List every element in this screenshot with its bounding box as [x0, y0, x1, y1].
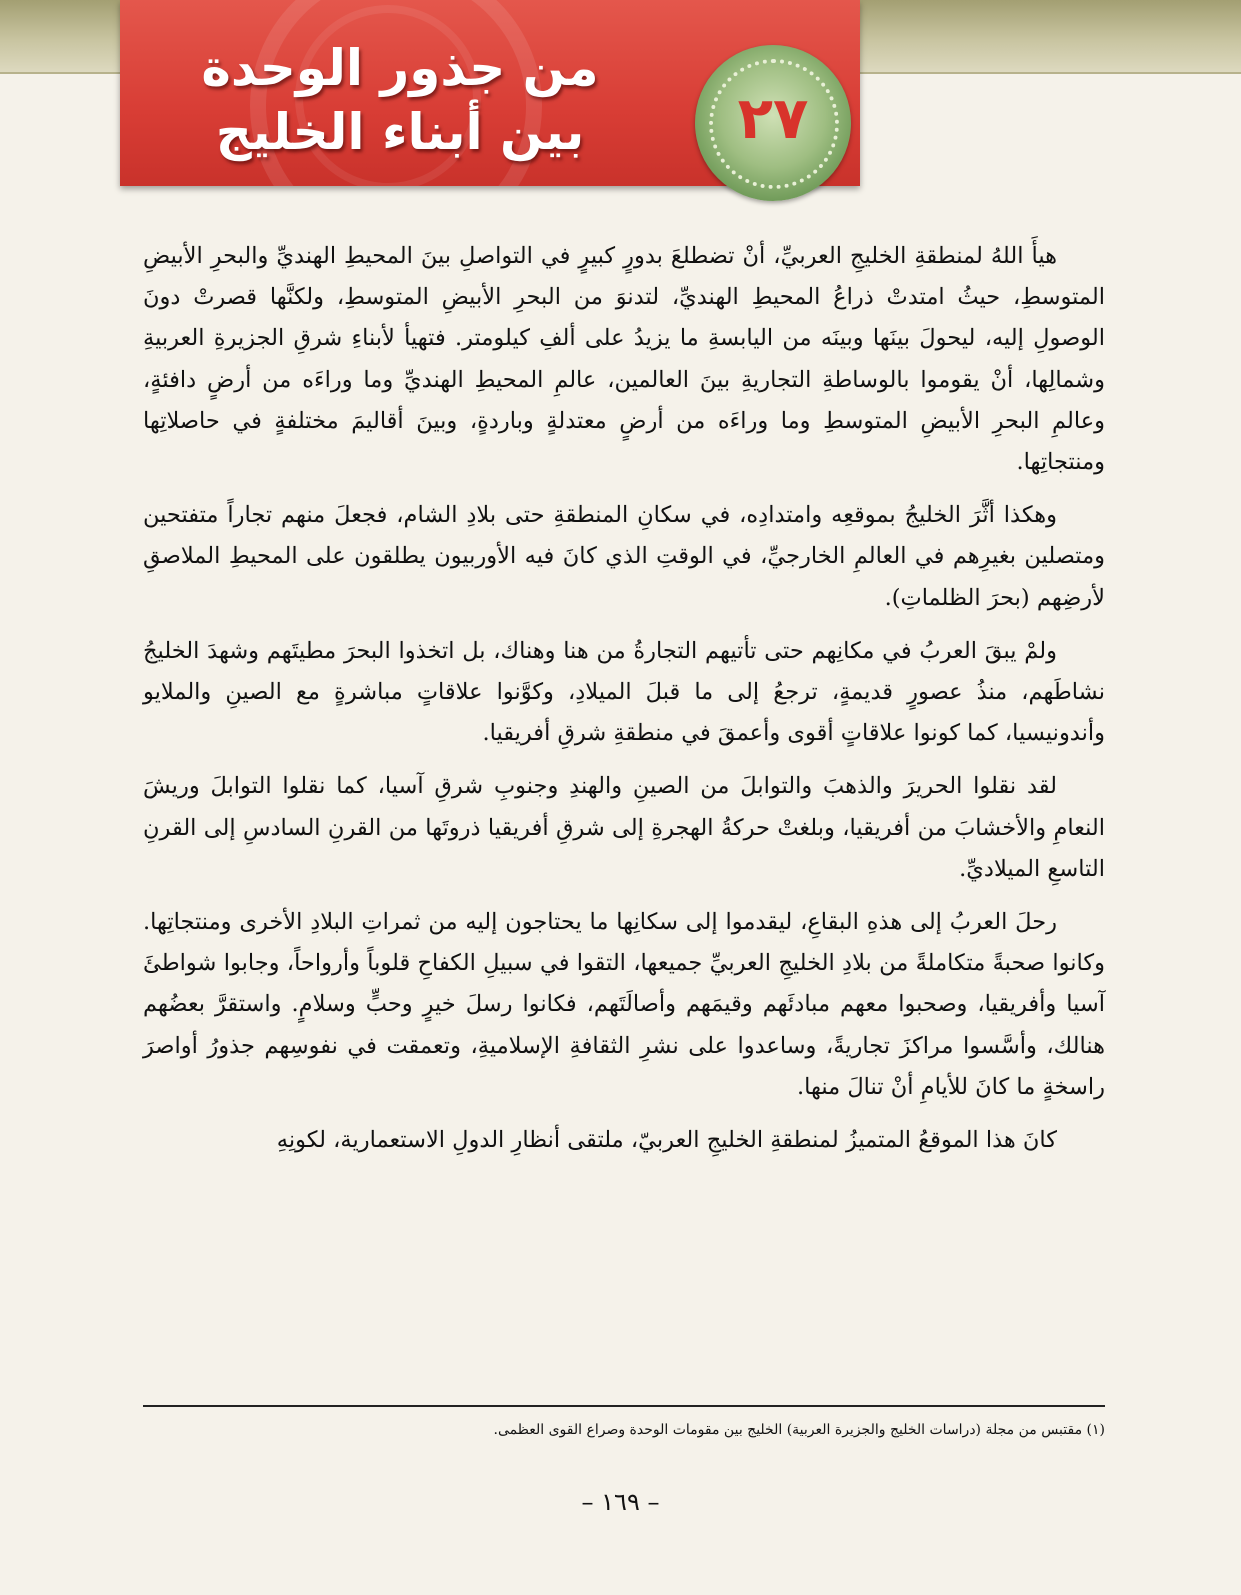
chapter-title — [200, 36, 600, 164]
chapter-number-badge — [695, 45, 851, 201]
paragraph-4: لقد نقلوا الحريرَ والذهبَ والتوابلَ من الصينِ والهندِ وجنوبِ شرقِ آسيا، كما نقلوا التوابلَ وريشَ النعامِ والأخشابَ من أفريقيا، وبلغتْ حركةُ الهجرةِ إلى شرقِ أفريقيا ذروتَها من القرنِ السادسِ إلى القرنِ التاسعِ الميلاديِّ. — [143, 773, 1105, 882]
paragraph-2: وهكذا أثَّرَ الخليجُ بموقعِه وامتدادِه، في سكانِ المنطقةِ حتى بلادِ الشام، فجعلَ منهم تجاراً متفتحين ومتصلين بغيرِهم في العالمِ الخارجيِّ، في الوقتِ الذي كانَ فيه الأوربيون يطلقون على المحيطِ الملاصقِ لأرضِهم (بحرَ الظلماتِ). — [143, 502, 1105, 611]
paragraph-1: هيأَ اللهُ لمنطقةِ الخليجِ العربيِّ، أنْ تضطلعَ بدورٍ كبيرٍ في التواصلِ بينَ المحيطِ الهنديِّ والبحرِ الأبيضِ المتوسطِ، حيثُ امتدتْ ذراعُ المحيطِ الهنديِّ، لتدنوَ من البحرِ الأبيضِ المتوسطِ، ولكنَّها قصرتْ دونَ الوصولِ إليه، ليحولَ بينَها وبينَه من اليابسةِ ما يزيدُ على ألفِ كيلومتر. فتهيأ لأبناءِ شرقِ الجزيرةِ العربيةِ وشمالِها، أنْ يقوموا بالوساطةِ التجاريةِ بينَ العالمين، عالمِ المحيطِ الهنديِّ وما وراءَه من أرضٍ دافئةٍ، وعالمِ البحرِ الأبيضِ المتوسطِ وما وراءَه من أرضٍ معتدلةٍ وباردةٍ، وبينَ أقاليمَ مختلفةٍ في حاصلاتِها ومنتجاتِها. — [143, 243, 1105, 476]
chapter-title-line-1: من جذور الوحدة — [201, 39, 599, 97]
paragraph-5: رحلَ العربُ إلى هذهِ البقاعِ، ليقدموا إلى سكانِها ما يحتاجون إليه من ثمراتِ البلادِ الأخرى ومنتجاتِها. وكانوا صحبةً متكاملةً من بلادِ الخليجِ العربيِّ جميعها، التقوا في سبيلِ الكفاحِ قلوباً وأرواحاً، وجابوا شواطئَ آسيا وأفريقيا، وصحبوا معهم مبادئَهم وقيمَهم وأصالَتَهم، فكانوا رسلَ خيرٍ وحبٍّ وسلامٍ. واستقرَّ بعضُهم هنالك، وأسَّسوا مراكزَ تجاريةً، وساعدوا على نشرِ الثقافةِ الإسلاميةِ، وتعمقت في نفوسِهم جذورُ أواصرَ راسخةٍ ما كانَ للأيامِ أنْ تنالَ منها. — [143, 909, 1105, 1100]
chapter-title-line-2: بين أبناء الخليج — [215, 103, 585, 161]
paragraph-3: ولمْ يبقَ العربُ في مكانِهم حتى تأتيهم التجارةُ من هنا وهناك، بل اتخذوا البحرَ مطيتَهم وشهدَ الخليجُ نشاطَهم، منذُ عصورٍ قديمةٍ، ترجعُ إلى ما قبلَ الميلادِ، وكوَّنوا علاقاتٍ مباشرةٍ مع الصينِ والملايو وأندونيسيا، كما كونوا علاقاتٍ أقوى وأعمقَ في منطقةِ شرقِ أفريقيا. — [143, 637, 1105, 747]
chapter-number: ٢٧ — [737, 84, 809, 152]
article-body — [143, 236, 1105, 1173]
footnote: (١) مقتبس من مجلة (دراسات الخليج والجزيرة العربية) الخليج بين مقومات الوحدة وصراع القوى العظمى. — [493, 1422, 1105, 1438]
paragraph-6: كانَ هذا الموقعُ المتميزُ لمنطقةِ الخليجِ العربيّ، ملتقى أنظارِ الدولِ الاستعمارية، لكونِهِ — [276, 1127, 1057, 1154]
page-number: – ١٦٩ – — [581, 1488, 660, 1516]
footnote-divider — [143, 1405, 1105, 1407]
